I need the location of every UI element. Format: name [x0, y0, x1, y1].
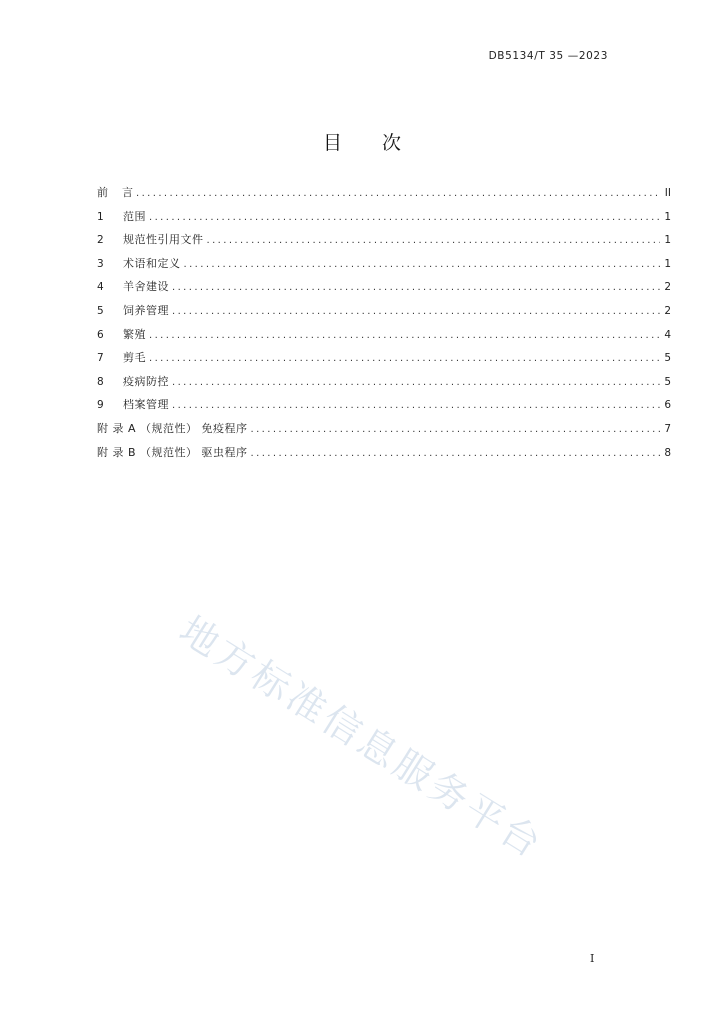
toc-entry-page: II [664, 187, 671, 199]
toc-entry-feeding[interactable] [97, 302, 671, 326]
toc-leader-dots [184, 259, 661, 270]
toc-title [0, 128, 724, 155]
table-of-contents [97, 184, 671, 467]
toc-entry-label: 附 录 B （规范性） 驱虫程序 [97, 445, 248, 459]
toc-entry-page: 6 [664, 399, 671, 412]
toc-leader-dots [172, 282, 660, 293]
toc-leader-dots [251, 448, 660, 459]
toc-entry-number: 9 [97, 399, 104, 412]
toc-leader-dots [136, 188, 660, 199]
toc-leader-dots [172, 306, 660, 317]
toc-entry-number: 4 [97, 281, 104, 294]
toc-entry-label: 疫病防控 [123, 374, 169, 388]
toc-entry-page: 5 [664, 352, 671, 365]
document-code: DB5134/T 35 —2023 [488, 50, 608, 62]
toc-leader-dots [251, 424, 660, 435]
toc-entry-shearing[interactable] [97, 349, 671, 373]
toc-entry-label: 羊舍建设 [123, 280, 169, 294]
watermark-text: 地方标准信息服务平台 [171, 607, 552, 868]
toc-entry-number: 7 [97, 352, 104, 365]
toc-entry-number: 1 [97, 210, 104, 223]
toc-entry-terms-definitions[interactable] [97, 255, 671, 279]
toc-entry-normative-references[interactable] [97, 231, 671, 255]
toc-entry-number: 5 [97, 304, 104, 317]
toc-leader-dots [149, 353, 660, 364]
toc-entry-label: 剪毛 [123, 351, 146, 365]
toc-leader-dots [172, 377, 660, 388]
toc-entry-label: 档案管理 [123, 398, 169, 412]
page-number: I [590, 952, 595, 965]
toc-entry-page: 2 [664, 304, 671, 317]
toc-entry-number: 3 [97, 257, 104, 270]
toc-entry-label: 附 录 A （规范性） 免疫程序 [97, 421, 248, 435]
toc-entry-page: 4 [664, 328, 671, 341]
toc-leader-dots [149, 330, 660, 341]
toc-entry-label: 范围 [123, 209, 146, 223]
toc-entry-page: 1 [664, 210, 671, 223]
toc-entry-label: 前 言 [97, 186, 133, 199]
toc-entry-label: 术语和定义 [123, 256, 181, 270]
toc-leader-dots [149, 212, 660, 223]
toc-entry-scope[interactable] [97, 208, 671, 232]
toc-entry-page: 1 [664, 234, 671, 247]
toc-entry-breeding[interactable] [97, 326, 671, 350]
toc-entry-appendix-b[interactable] [97, 444, 671, 468]
toc-entry-appendix-a[interactable] [97, 420, 671, 444]
toc-entry-preface[interactable] [97, 184, 671, 208]
toc-entry-disease-control[interactable] [97, 373, 671, 397]
toc-entry-number: 2 [97, 234, 104, 247]
toc-entry-number: 6 [97, 328, 104, 341]
toc-entry-page: 2 [664, 281, 671, 294]
toc-leader-dots [207, 235, 661, 246]
toc-entry-page: 1 [664, 257, 671, 270]
toc-entry-label: 饲养管理 [123, 303, 169, 317]
toc-entry-label: 规范性引用文件 [123, 233, 204, 247]
toc-leader-dots [172, 400, 660, 411]
toc-entry-records[interactable] [97, 396, 671, 420]
toc-entry-page: 8 [664, 446, 671, 459]
toc-entry-label: 繁殖 [123, 327, 146, 341]
toc-title-char-2: 次 [382, 132, 402, 154]
toc-title-char-1: 目 [322, 132, 342, 154]
toc-entry-number: 8 [97, 375, 104, 388]
toc-entry-page: 5 [664, 375, 671, 388]
toc-entry-sheep-house[interactable] [97, 278, 671, 302]
toc-entry-page: 7 [664, 422, 671, 435]
